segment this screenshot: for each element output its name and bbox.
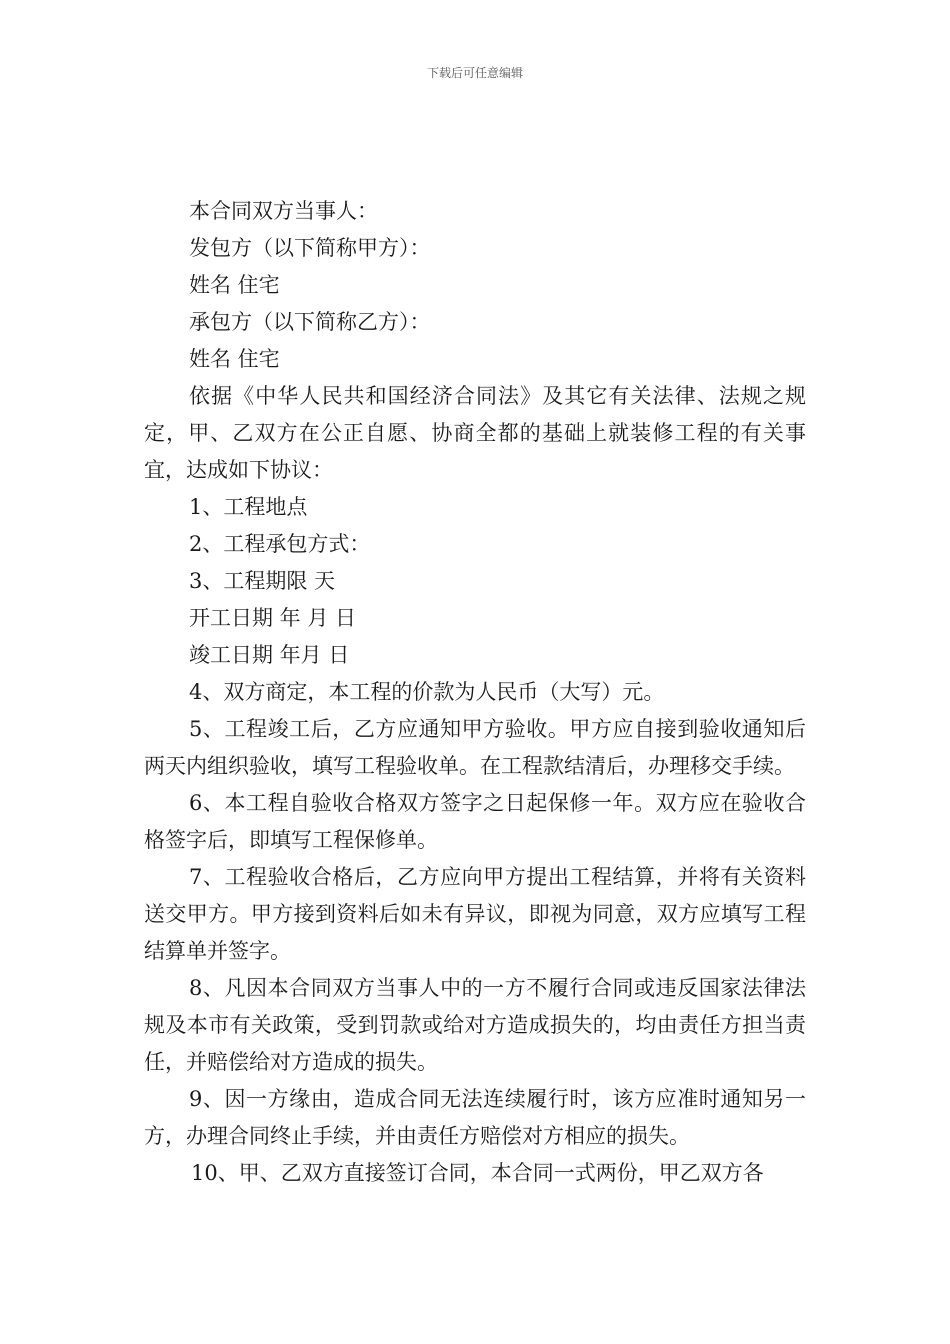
- clause-3-end-date: 竣工日期 年月 日: [189, 643, 350, 667]
- paragraph-parties-intro: 本合同双方当事人：: [189, 199, 378, 223]
- paragraph-party-a-info: 姓名 住宅: [189, 273, 280, 297]
- clause-8: 8、凡因本合同双方当事人中的一方不履行合同或违反国家法律法规及本市有关政策，受到罚款或给对方造成损失的，均由责任方担当责任，并赔偿给对方造成的损失。: [144, 976, 806, 1074]
- clause-7: 7、工程验收合格后，乙方应向甲方提出工程结算，并将有关资料送交甲方。甲方接到资料后如未有异议，即视为同意，双方应填写工程结算单并签字。: [144, 865, 806, 963]
- paragraph-party-a: 发包方（以下简称甲方）：: [189, 236, 431, 260]
- contract-body: [144, 193, 806, 1192]
- page-header: 下载后可任意编辑: [426, 66, 523, 80]
- clause-4: 4、双方商定，本工程的价款为人民币（大写）元。: [189, 680, 665, 704]
- clause-6: 6、本工程自验收合格双方签字之日起保修一年。双方应在验收合格签字后，即填写工程保修单。: [144, 791, 806, 852]
- paragraph-party-b-info: 姓名 住宅: [189, 347, 280, 371]
- paragraph-basis: 依据《中华人民共和国经济合同法》及其它有关法律、法规之规定，甲、乙双方在公正自愿、协商全都的基础上就装修工程的有关事宜，达成如下协议：: [144, 384, 806, 482]
- clause-5: 5、工程竣工后，乙方应通知甲方验收。甲方应自接到验收通知后两天内组织验收，填写工程验收单。在工程款结清后，办理移交手续。: [144, 717, 806, 778]
- clause-9: 9、因一方缘由，造成合同无法连续履行时，该方应准时通知另一方，办理合同终止手续，并由责任方赔偿对方相应的损失。: [144, 1087, 806, 1148]
- clause-3-start-date: 开工日期 年 月 日: [189, 606, 357, 630]
- clause-1: 1、工程地点: [189, 495, 308, 519]
- paragraph-party-b: 承包方（以下简称乙方）：: [189, 310, 431, 334]
- clause-3: 3、工程期限 天: [189, 569, 336, 593]
- clause-10: 10、甲、乙双方直接签订合同，本合同一式两份，甲乙双方各: [191, 1161, 764, 1185]
- clause-2: 2、工程承包方式：: [189, 532, 371, 556]
